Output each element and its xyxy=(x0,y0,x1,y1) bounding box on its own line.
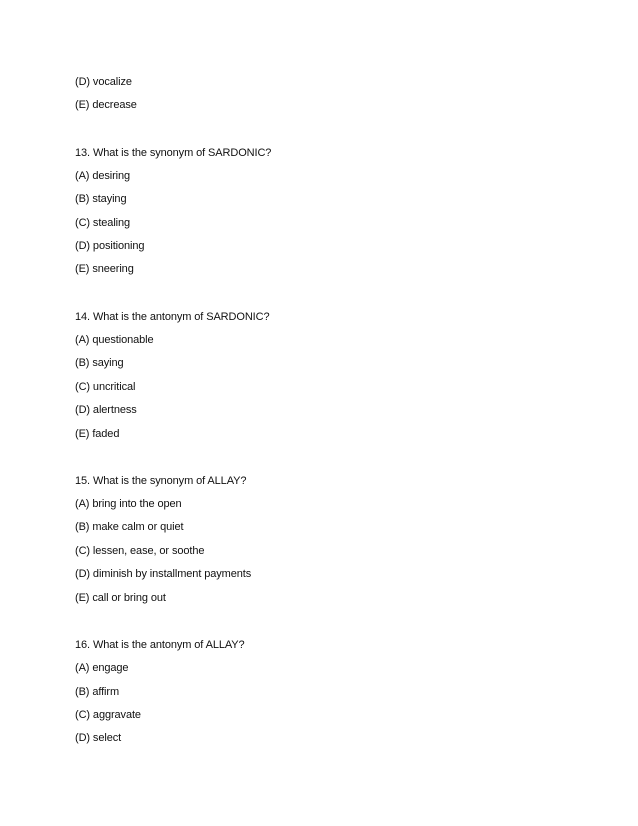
option-line: (A) engage xyxy=(75,662,129,674)
option-line: (E) sneering xyxy=(75,263,134,275)
option-line: (A) bring into the open xyxy=(75,498,182,510)
option-line: (C) aggravate xyxy=(75,709,141,721)
question-line: 15. What is the synonym of ALLAY? xyxy=(75,475,247,487)
option-line: (C) stealing xyxy=(75,217,131,229)
question-line: 14. What is the antonym of SARDONIC? xyxy=(75,311,270,323)
option-line: (D) positioning xyxy=(75,240,145,252)
option-line: (C) lessen, ease, or soothe xyxy=(75,545,205,557)
option-line: (D) diminish by installment payments xyxy=(75,568,252,580)
option-line: (A) questionable xyxy=(75,334,154,346)
option-line: (B) affirm xyxy=(75,686,120,698)
option-line: (E) faded xyxy=(75,428,120,440)
question-line: 16. What is the antonym of ALLAY? xyxy=(75,639,245,651)
option-line: (E) decrease xyxy=(75,99,137,111)
option-line: (D) vocalize xyxy=(75,76,132,88)
option-line: (C) uncritical xyxy=(75,381,136,393)
option-line: (E) call or bring out xyxy=(75,592,166,604)
option-line: (B) saying xyxy=(75,357,124,369)
option-line: (D) alertness xyxy=(75,404,137,416)
option-line: (D) select xyxy=(75,732,122,744)
option-line: (A) desiring xyxy=(75,170,131,182)
option-line: (B) make calm or quiet xyxy=(75,521,184,533)
option-line: (B) staying xyxy=(75,193,127,205)
question-line: 13. What is the synonym of SARDONIC? xyxy=(75,147,272,159)
